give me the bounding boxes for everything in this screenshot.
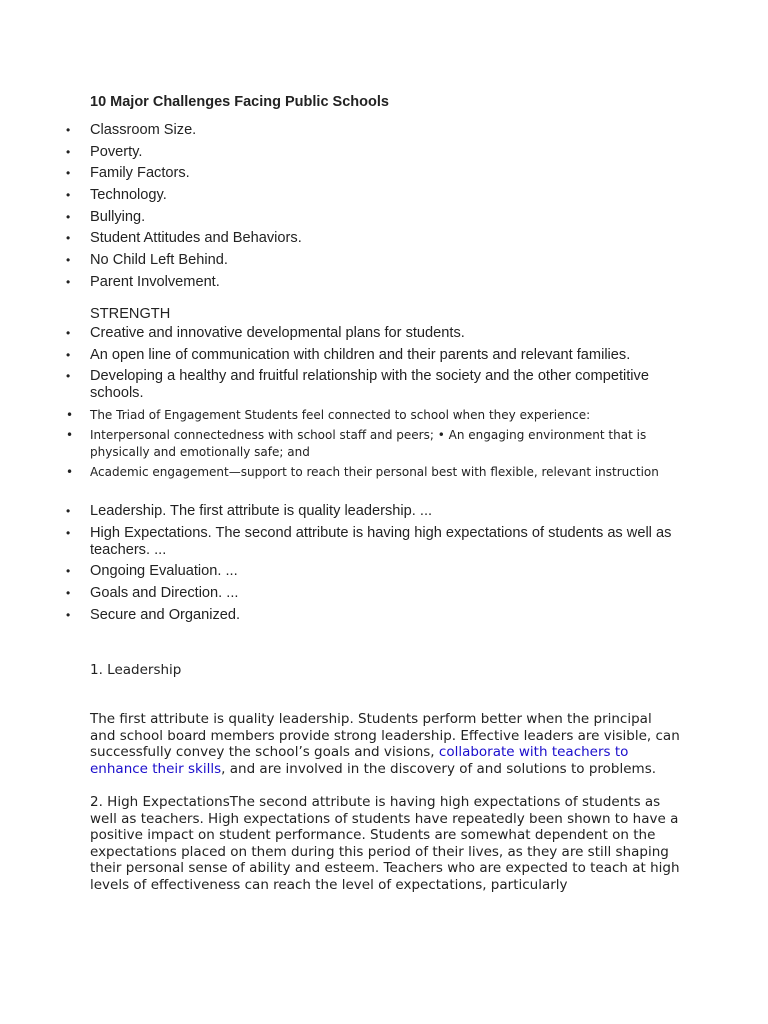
list-item-text: Family Factors. xyxy=(90,165,190,182)
list-item-text: Bullying. xyxy=(90,208,146,225)
bullet-icon: • xyxy=(66,607,71,622)
list-item-text: Creative and innovative developmental plans for students. xyxy=(90,324,465,341)
list-item xyxy=(66,230,680,247)
high-expectations-paragraph: 2. High ExpectationsThe second attribute is having high expectations of students as well as teachers. High expectations of students have repeatedly been shown to have a positive impact on student performance. Students are somewhat dependent on the expectations placed on them during this period of their lives, as they are still shaping their personal sense of ability and esteem. Teachers who are expected to teach at high levels of effectiveness can reach the level of expectations, particularly xyxy=(90,794,680,893)
list-item xyxy=(66,187,680,204)
attributes-list xyxy=(66,502,680,624)
document-page xyxy=(66,92,680,893)
bullet-icon: • xyxy=(66,231,71,246)
list-item-text: The Triad of Engagement Students feel connected to school when they experience: xyxy=(90,407,591,422)
list-item-text: Student Attitudes and Behaviors. xyxy=(90,230,302,247)
list-item xyxy=(66,273,680,291)
bullet-icon: • xyxy=(66,347,71,362)
paragraph-text: , and are involved in the discovery of and solutions to problems. xyxy=(221,760,657,777)
list-item xyxy=(66,368,680,402)
strengths-list xyxy=(66,324,680,402)
list-item xyxy=(66,464,680,481)
list-item xyxy=(66,122,680,139)
challenges-list xyxy=(66,122,680,291)
document-title: 10 Major Challenges Facing Public Schools xyxy=(90,94,389,110)
paragraph-text: The first attribute is quality leadership. Students perform better when the principal and school board members provide strong leadership. Effective leaders are visible, can successfully convey the school’s goals and visions, xyxy=(90,711,680,761)
bullet-icon: • xyxy=(66,525,71,540)
list-item xyxy=(66,324,680,342)
leadership-paragraph xyxy=(90,711,680,777)
list-item-text: Interpersonal connectedness with school staff and peers; • An engaging environment that is physically and emotionally safe; and xyxy=(90,427,647,459)
bullet-icon: • xyxy=(66,407,74,422)
list-item xyxy=(66,346,680,364)
bullet-icon: • xyxy=(66,188,71,203)
collaborate-link[interactable]: collaborate with teachers to enhance their skills xyxy=(90,744,629,777)
bullet-icon: • xyxy=(66,427,74,442)
bullet-icon: • xyxy=(66,209,71,224)
list-item-text: No Child Left Behind. xyxy=(90,252,228,269)
bullet-icon: • xyxy=(66,144,71,159)
list-item-text: High Expectations. The second attribute is having high expectations of students as well as teachers. ... xyxy=(90,524,672,558)
bullet-icon: • xyxy=(66,369,71,384)
bullet-icon: • xyxy=(66,564,71,579)
strength-heading: STRENGTH xyxy=(90,305,171,322)
section-leadership-title: 1. Leadership xyxy=(90,661,182,678)
list-item-text: An open line of communication with children and their parents and relevant families. xyxy=(90,346,631,363)
list-item xyxy=(66,252,680,269)
list-item-text: Ongoing Evaluation. ... xyxy=(90,563,238,580)
bullet-icon: • xyxy=(66,325,71,340)
list-item xyxy=(66,208,680,226)
list-item xyxy=(66,165,680,182)
list-item-text: Classroom Size. xyxy=(90,122,197,138)
list-item xyxy=(66,427,680,461)
list-item-text: Developing a healthy and fruitful relationship with the society and the other competitive schools. xyxy=(90,368,649,402)
list-item xyxy=(66,606,680,624)
list-item-text: Goals and Direction. ... xyxy=(90,584,239,601)
list-item-text: Leadership. The first attribute is quality leadership. ... xyxy=(90,502,433,519)
list-item xyxy=(66,563,680,580)
list-item-text: Academic engagement—support to reach their personal best with flexible, relevant instruction xyxy=(90,464,659,479)
list-item-text: Parent Involvement. xyxy=(90,273,220,290)
list-item-text: Secure and Organized. xyxy=(90,606,241,623)
bullet-icon: • xyxy=(66,503,71,518)
list-item-text: Poverty. xyxy=(90,143,143,160)
triad-list xyxy=(66,407,680,481)
list-item xyxy=(66,524,680,559)
bullet-icon: • xyxy=(66,464,74,479)
bullet-icon: • xyxy=(66,585,71,600)
list-item-text: Technology. xyxy=(90,187,167,204)
list-item xyxy=(66,502,680,520)
bullet-icon: • xyxy=(66,274,71,289)
bullet-icon: • xyxy=(66,166,71,181)
list-item xyxy=(66,407,680,424)
bullet-icon: • xyxy=(66,253,71,268)
list-item xyxy=(66,584,680,602)
bullet-icon: • xyxy=(66,123,71,137)
list-item xyxy=(66,143,680,161)
